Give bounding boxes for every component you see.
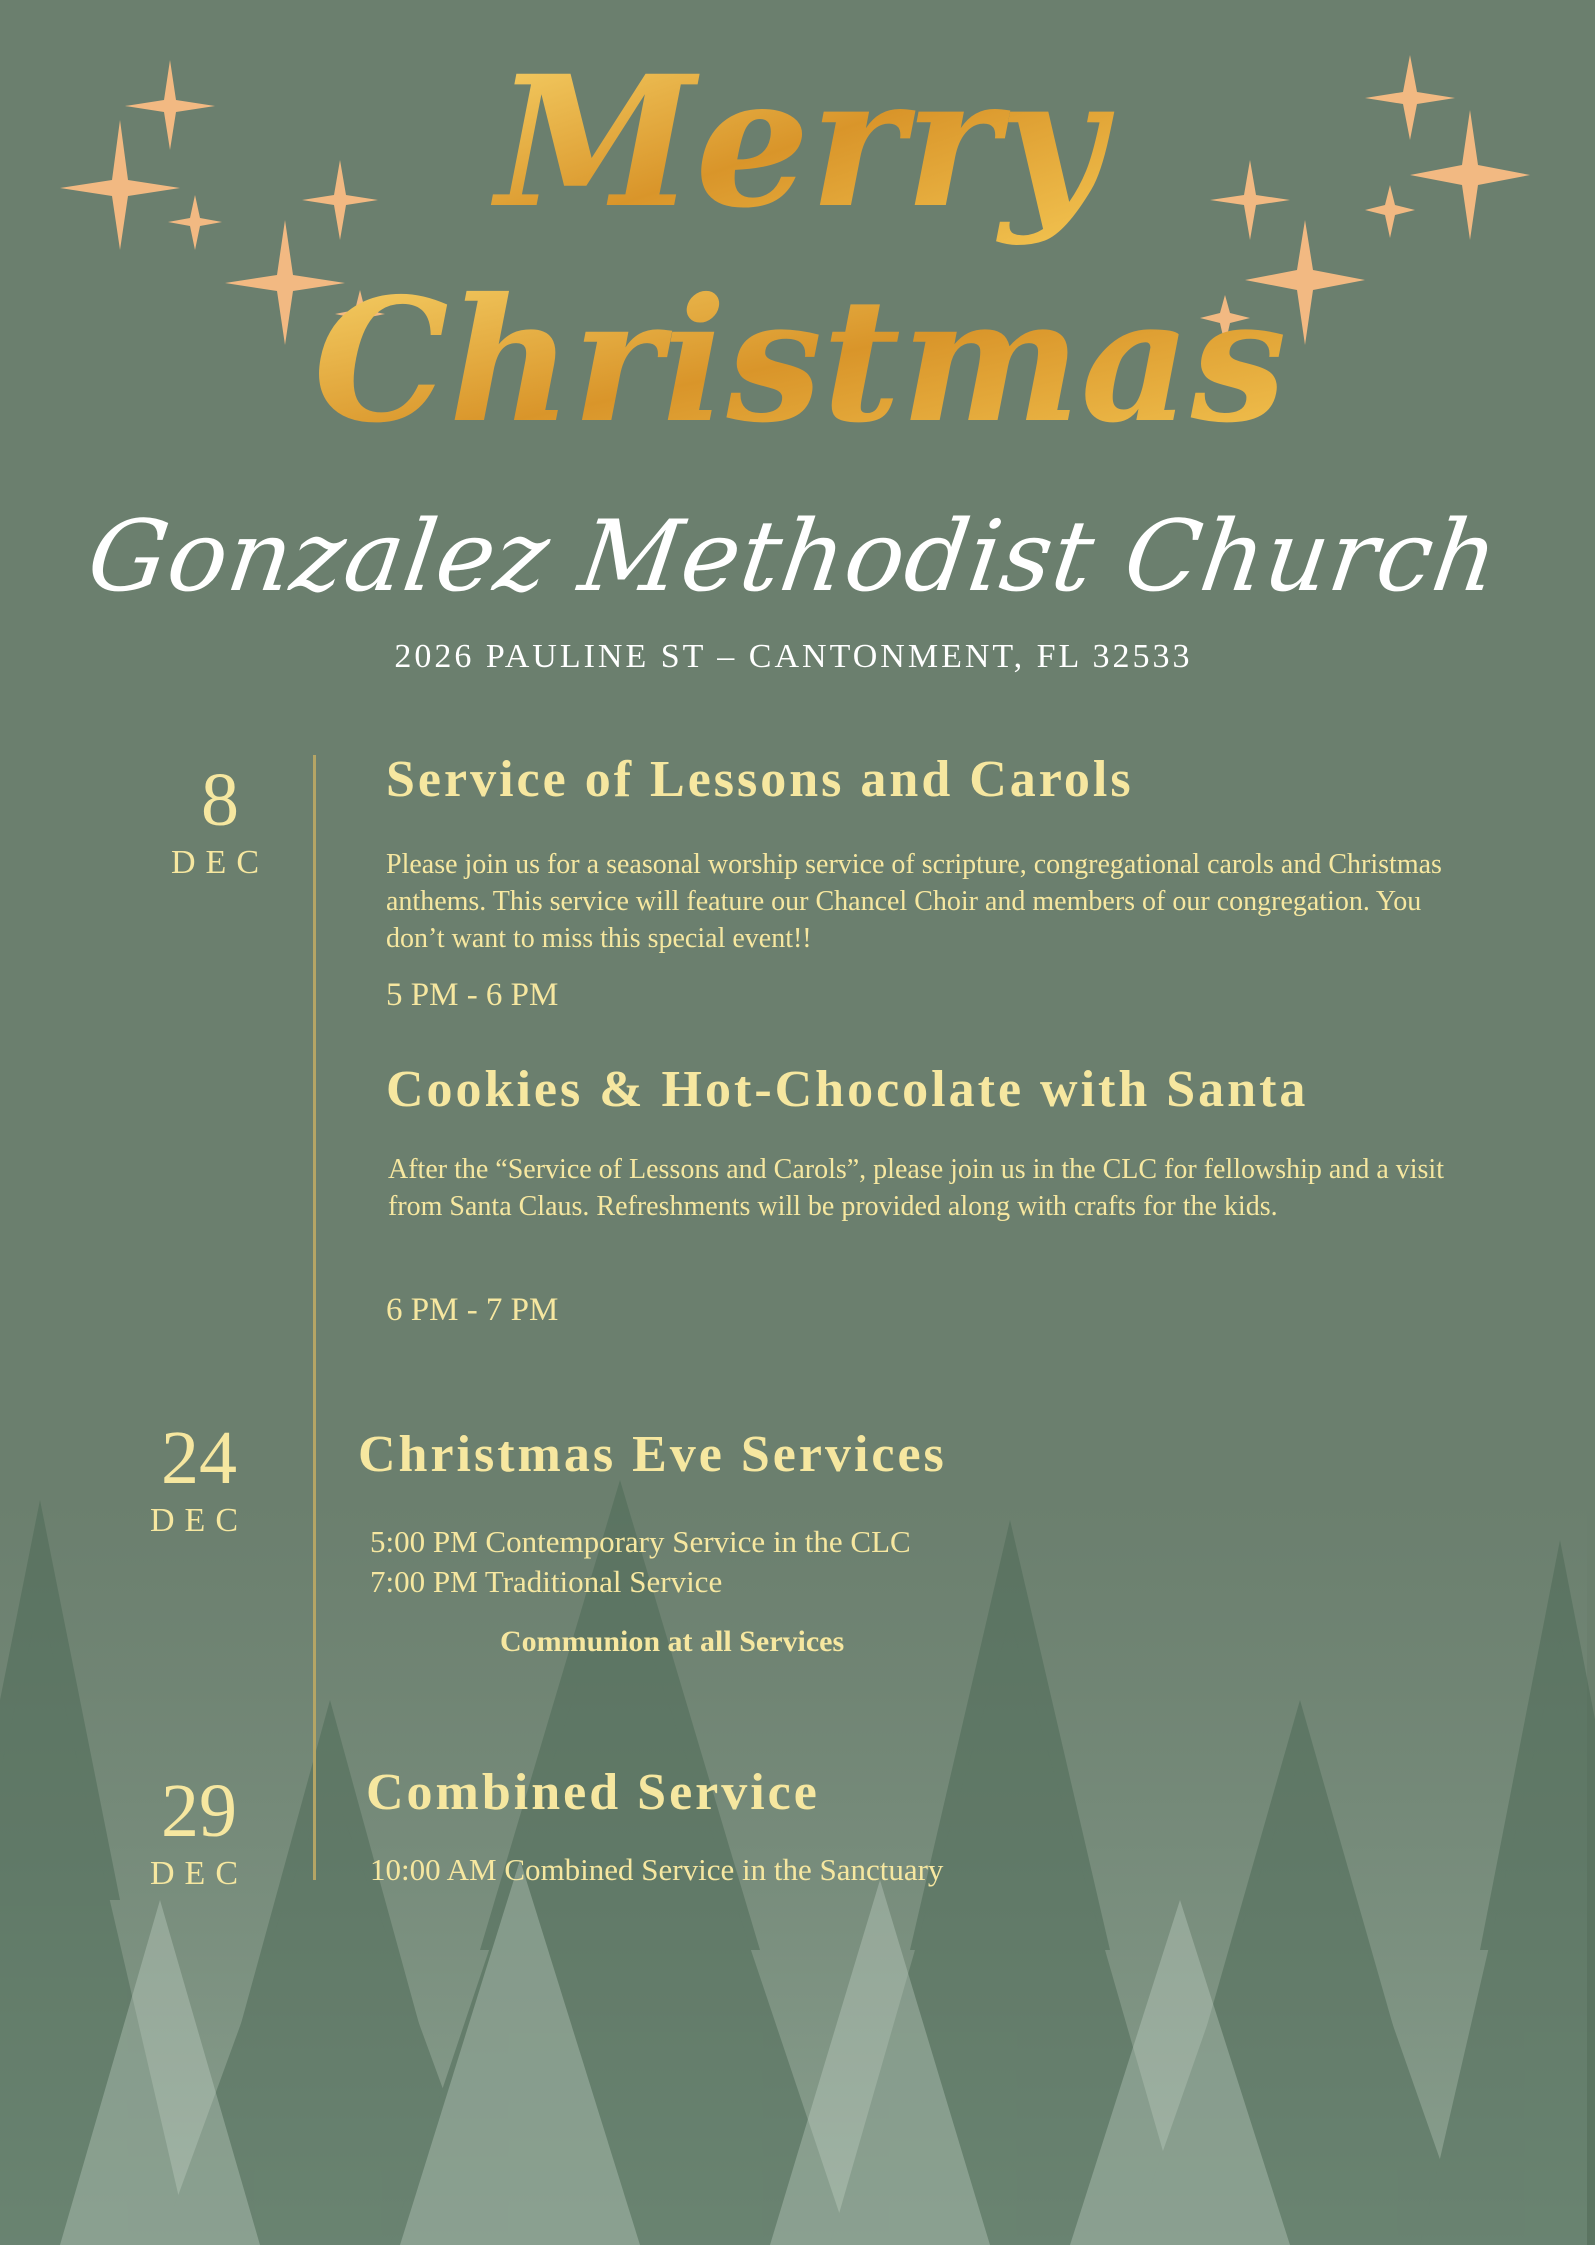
date-day: 24	[161, 1416, 237, 1500]
event-title-christmas-eve: Christmas Eve Services	[358, 1426, 947, 1483]
date-dec-29	[114, 1769, 284, 1893]
date-dec-24	[114, 1416, 284, 1540]
event-note-communion: Communion at all Services	[500, 1625, 845, 1658]
date-day: 29	[161, 1769, 237, 1853]
church-address: 2026 PAULINE ST – CANTONMENT, FL 32533	[394, 638, 1193, 675]
event-title-cookies-santa: Cookies & Hot-Chocolate with Santa	[386, 1061, 1309, 1118]
headline-christmas: Christmas	[313, 261, 1287, 461]
date-dec-8	[135, 758, 305, 882]
date-month: DEC	[171, 844, 269, 881]
event-title-lessons-carols: Service of Lessons and Carols	[386, 751, 1134, 808]
headline-merry: Merry	[495, 37, 1105, 248]
date-month: DEC	[150, 1502, 248, 1539]
event-line-traditional: 7:00 PM Traditional Service	[370, 1564, 723, 1599]
event-title-combined-service: Combined Service	[366, 1764, 820, 1821]
date-month: DEC	[150, 1855, 248, 1892]
date-day: 8	[201, 758, 239, 842]
event-description-cookies-santa: After the “Service of Lessons and Carols”, please join us in the CLC for fellowship and a visit from Santa Claus. Refreshments will be provided along with crafts for the kids.	[388, 1154, 1444, 1222]
event-time-lessons-carols: 5 PM - 6 PM	[386, 977, 559, 1013]
event-description-lessons-carols: Please join us for a seasonal worship service of scripture, congregational carols and Christmas anthems. This service will feature our Chancel Choir and members of our congregation. You don’t want to miss this special event!!	[386, 849, 1442, 954]
event-line-contemporary: 5:00 PM Contemporary Service in the CLC	[370, 1524, 911, 1559]
event-line-combined: 10:00 AM Combined Service in the Sanctuary	[370, 1852, 944, 1887]
church-name: Gonzalez Methodist Church	[81, 500, 1506, 614]
timeline-divider	[313, 755, 316, 1880]
event-time-cookies-santa: 6 PM - 7 PM	[386, 1292, 559, 1328]
merry-christmas-headline	[313, 30, 1287, 470]
